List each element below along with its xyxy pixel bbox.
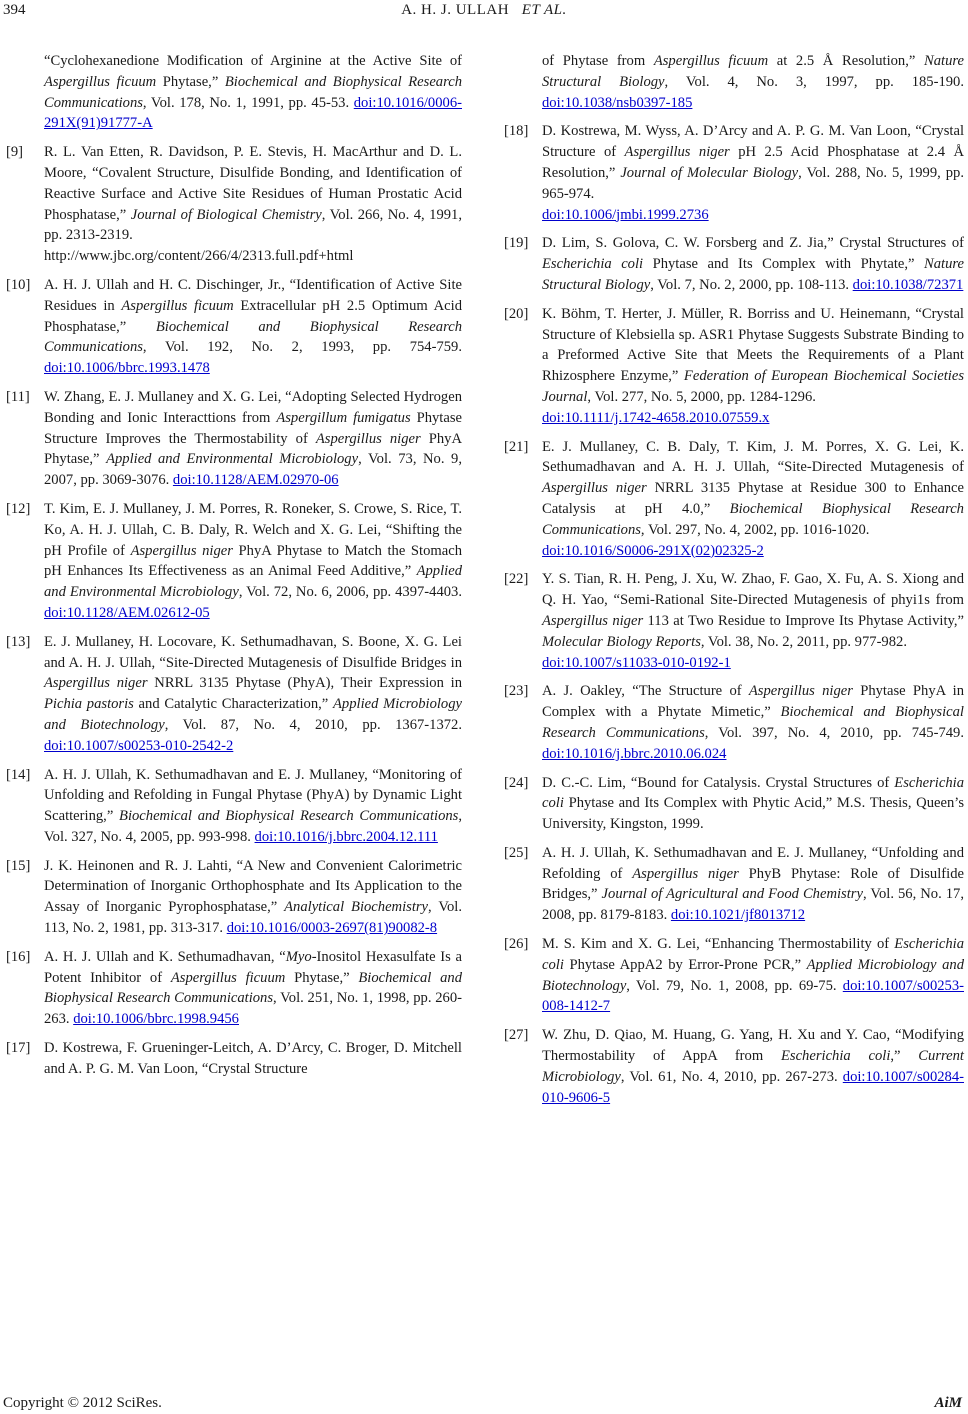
ref-journal: Analytical Biochemistry (284, 899, 429, 916)
ref-text: T. Kim, E. J. Mullaney, J. M. Porres, R. Roneker, S. Crowe, S. Rice, T. Ko, A. H. J. Ullah, C. B. Daly, R. Welch and X. G. Lei, “Shifting the pH Profile of (44, 500, 462, 559)
ref-number: [20] (504, 305, 529, 322)
ref-species: Aspergillus niger (44, 675, 148, 692)
ref-journal: Journal of Agricultural and Food Chemistry (601, 886, 863, 903)
ref-number: [10] (6, 276, 31, 293)
ref-text: Phytase,” (156, 73, 225, 90)
ref-journal: Molecular Biology Reports (542, 633, 701, 650)
doi-link[interactable]: doi:10.1016/0006-291X(91)91777-A (44, 94, 462, 132)
reference-item (6, 142, 462, 267)
ref-species: Aspergillus ficuum (170, 969, 286, 986)
ref-text: , Vol. 192, No. 2, 1993, pp. 754-759. (142, 339, 462, 356)
ref-text: Phytase PhyA in Complex with a Phytate Mimetic,” (542, 683, 964, 721)
ref-number: [19] (504, 235, 529, 252)
ref-text: , Vol. 72, No. 6, 2006, pp. 4397-4403. (238, 584, 463, 601)
ref-text: W. Zhu, D. Qiao, M. Huang, G. Yang, H. Xu and Y. Cao, “Modifying Thermostability of AppA from (542, 1027, 964, 1065)
reference-item (504, 1025, 964, 1108)
running-head (0, 2, 968, 19)
ref-journal: Nature Structural Biology (542, 256, 964, 293)
ref-text: E. J. Mullaney, C. B. Daly, T. Kim, J. M. Porres, X. G. Lei, K. Sethumadhavan and A. H. J. Ullah, “Site-Directed Mutagenesis of (542, 438, 964, 476)
reference-item (6, 499, 462, 624)
ref-text: K. Böhm, T. Herter, J. Müller, R. Borriss and U. Heinemann, “Crystal Structure of Klebsiella sp. ASR1 Phytase Suggests Substrate Binding to a Preformed Active Site that Meets the Requirements of a Plant Rhizosphere Enzyme,” (542, 305, 964, 385)
ref-text: NRRL 3135 Phytase at Residue 300 to Enhance Catalysis at pH 4.0,” (542, 480, 964, 517)
ref-text: , Vol. 397, No. 4, 2010, pp. 745-749. (704, 724, 964, 741)
reference-item (504, 843, 964, 926)
doi-link[interactable]: doi:10.1128/AEM.02970-06 (172, 472, 339, 489)
ref-text: PhyA Phytase to Match the Stomach pH Enhances Its Effectiveness as an Animal Feed Additive,” (44, 542, 462, 580)
doi-link[interactable]: doi:10.1111/j.1742-4658.2010.07559.x (542, 409, 770, 426)
ref-journal: Biochemical and Biophysical Research Communications (44, 318, 462, 356)
ref-text: , Vol. 87, No. 4, 2010, pp. 1367-1372. (164, 716, 462, 733)
ref-text: A. J. Oakley, “The Structure of (542, 683, 749, 700)
ref-species: Escherichia coli (542, 256, 644, 273)
ref-journal: Biochemical Biophysical Research Communications (542, 500, 964, 538)
reference-item (6, 1038, 462, 1080)
ref-number: [15] (6, 857, 31, 874)
ref-text: Phytase and Its Complex with Phytic Acid,” M.S. Thesis, Queen’s University, Kingston, 1999. (542, 795, 964, 833)
ref-text: at 2.5 Å Resolution,” (768, 53, 924, 69)
doi-link[interactable]: doi:10.1007/s11033-010-0192-1 (542, 654, 731, 671)
reference-item (504, 934, 964, 1017)
doi-link[interactable]: doi:10.1128/AEM.02612-05 (44, 604, 210, 621)
ref-species: Aspergillum fumigatus (276, 409, 411, 426)
ref-text: , Vol. 178, No. 1, 1991, pp. 45-53. (142, 94, 354, 111)
doi-link[interactable]: doi:10.1007/s00284-010-9606-5 (542, 1068, 964, 1106)
ref-journal: Applied Microbiology and Biotechnology (44, 696, 462, 733)
ref-text: Phytase,” (285, 969, 359, 986)
ref-species: Escherichia coli (542, 774, 964, 812)
left-column (6, 51, 462, 1088)
doi-link[interactable]: doi:10.1007/s00253-010-2542-2 (44, 737, 234, 754)
ref-text: A. H. J. Ullah, K. Sethumadhavan and E. J. Mullaney, “Monitoring of Unfolding and Refolding in Fungal Phytase (PhyA) by Dynamic Light Scattering,” (44, 766, 462, 825)
reference-item (504, 773, 964, 835)
ref-text: , Vol. 327, No. 4, 2005, pp. 993-998. (44, 808, 462, 845)
doi-link[interactable]: doi:10.1038/72371 (852, 276, 964, 293)
reference-item (504, 121, 964, 225)
ref-number: [12] (6, 500, 31, 517)
ref-species: Aspergillus ficuum (653, 53, 769, 69)
ref-text: , Vol. 297, No. 4, 2002, pp. 1016-1020. (640, 521, 870, 538)
ref-species: Myo (285, 948, 312, 965)
page-header (0, 2, 968, 24)
reference-item (6, 275, 462, 379)
ref-number: [25] (504, 844, 529, 861)
ref-text: , Vol. 79, No. 1, 2008, pp. 69-75. (626, 977, 843, 994)
ref-journal: Journal of Biological Chemistry (130, 206, 322, 223)
ref-journal: Applied and Environmental Microbiology (106, 451, 359, 468)
ref-species: Escherichia coli (780, 1048, 891, 1065)
doi-link[interactable]: doi:10.1016/0003-2697(81)90082-8 (226, 920, 438, 937)
ref-text: A. H. J. Ullah and K. Sethumadhavan, “ (44, 948, 286, 965)
reference-continuation (504, 51, 964, 113)
ref-journal: Biochemical and Biophysical Research Communications (44, 969, 462, 1007)
ref-text: PhyA Phytase,” (44, 430, 462, 468)
ref-text: Phytase and Its Complex with Phytate,” (643, 256, 924, 273)
ref-number: [18] (504, 123, 529, 140)
ref-number: [13] (6, 633, 31, 650)
ref-text: J. K. Heinonen and R. J. Lahti, “A New and Convenient Calorimetric Determination of Inorganic Orthophosphate and Its Application to the Assay of Inorganic Pyrophosphatase,” (44, 857, 462, 916)
ref-text: , Vol. 73, No. 9, 2007, pp. 3069-3076. (44, 451, 462, 489)
ref-journal: Biochemical and Biophysical Research Communications (44, 73, 463, 111)
ref-number: [24] (504, 774, 529, 791)
reference-item (504, 437, 964, 562)
ref-number: [11] (6, 388, 30, 405)
running-head-etal: ET AL. (521, 2, 567, 18)
ref-text: R. L. Van Etten, R. Davidson, P. E. Stevis, H. MacArthur and D. L. Moore, “Covalent Structure, Disulfide Bonding, and Identification of Reactive Surface and Active Site Residues of Human Prostatic Acid Phosphatase,” (44, 144, 462, 223)
ref-number: [22] (504, 571, 529, 588)
ref-journal: Federation of European Biochemical Societies Journal (542, 368, 964, 405)
ref-text: , Vol. 7, No. 2, 2000, pp. 108-113. (650, 276, 853, 293)
ref-text: , Vol. 4, No. 3, 1997, pp. 185-190. (664, 73, 965, 90)
doi-link[interactable]: doi:10.1006/bbrc.1998.9456 (73, 1011, 239, 1028)
reference-item (504, 304, 964, 429)
reference-item (6, 765, 462, 848)
ref-text: -Inositol Hexasulfate Is a Potent Inhibitor of (44, 948, 462, 986)
ref-journal: Biochemical and Biophysical Research Communications (119, 808, 459, 825)
ref-species: Escherichia coli (542, 936, 964, 973)
ref-text: “Cyclohexanedione Modification of Arginine at the Active Site of (44, 53, 462, 69)
ref-text: , Vol. 251, No. 1, 1998, pp. 260-263. (44, 990, 462, 1028)
ref-text: , Vol. 113, No. 2, 1981, pp. 313-317. (44, 899, 462, 937)
ref-text: A. H. J. Ullah, K. Sethumadhavan and E. J. Mullaney, “Unfolding and Refolding of (542, 844, 964, 882)
ref-number: [27] (504, 1027, 529, 1044)
ref-text: PhyB Phytase: Role of Disulfide Bridges,” (542, 865, 964, 903)
ref-text: A. H. J. Ullah and H. C. Dischinger, Jr., “Identification of Active Site Residues in (44, 276, 462, 314)
doi-link[interactable]: doi:10.1016/j.bbrc.2004.12.111 (254, 828, 438, 845)
ref-text: , Vol. 56, No. 17, 2008, pp. 8179-8183. (542, 886, 964, 924)
journal-abbrev: AiM (934, 1395, 962, 1411)
doi-link[interactable]: doi:10.1007/s00253-008-1412-7 (542, 977, 964, 1015)
ref-text: and Catalytic Characterization,” (133, 696, 333, 713)
ref-text: E. J. Mullaney, H. Locovare, K. Sethumadhavan, S. Boone, X. G. Lei and A. H. J. Ullah, “Site-Directed Mutagenesis of Disulfide Bridges in (44, 633, 462, 671)
ref-text: , Vol. 61, No. 4, 2010, pp. 267-273. (620, 1068, 843, 1085)
ref-species: Aspergillus niger (315, 430, 421, 447)
ref-text: W. Zhang, E. J. Mullaney and X. G. Lei, “Adopting Selected Hydrogen Bonding and Ionic Interacttions from (44, 388, 462, 426)
ref-journal: Current Microbiology (542, 1048, 964, 1085)
right-column (504, 51, 964, 1116)
reference-item (6, 387, 462, 491)
ref-number: [9] (6, 144, 24, 161)
reference-item (504, 681, 964, 764)
reference-continuation (6, 51, 462, 134)
ref-species: Aspergillus ficuum (121, 297, 234, 314)
ref-text: Y. S. Tian, R. H. Peng, J. Xu, W. Zhao, F. Gao, X. Fu, A. S. Xiong and Q. H. Yao, “Semi-Rational Site-Directed Mutagenesis of phyi1s from (542, 571, 964, 609)
ref-number: [16] (6, 948, 31, 965)
reference-item (504, 233, 964, 295)
reference-item (6, 856, 462, 939)
ref-species: Pichia pastoris (44, 696, 134, 713)
ref-text: Extracellular pH 2.5 Optimum Acid Phosphatase,” (44, 297, 462, 335)
ref-species: Aspergillus niger (542, 480, 647, 497)
ref-number: [17] (6, 1040, 31, 1057)
doi-link[interactable]: doi:10.1038/nsb0397-185 (542, 94, 693, 111)
ref-number: [23] (504, 683, 529, 700)
ref-species: Aspergillus niger (624, 144, 730, 161)
ref-text: 113 at Two Residue to Improve Its Phytase Activity,” (643, 612, 964, 629)
ref-species: Aspergillus niger (130, 542, 233, 559)
ref-species: Aspergillus ficuum (44, 73, 157, 90)
running-head-authors: A. H. J. ULLAH (401, 2, 510, 18)
reference-item (504, 569, 964, 673)
ref-number: [21] (504, 438, 529, 455)
ref-text: , Vol. 266, No. 4, 1991, pp. 2313-2319. (44, 206, 462, 244)
ref-journal: Journal of Molecular Biology (620, 164, 799, 181)
ref-journal: Applied Microbiology and Biotechnology (542, 956, 964, 994)
doi-link[interactable]: doi:10.1021/jf8013712 (670, 907, 806, 924)
ref-text: M. S. Kim and X. G. Lei, “Enhancing Thermostability of (542, 936, 895, 953)
doi-link[interactable]: doi:10.1016/j.bbrc.2010.06.024 (542, 745, 727, 762)
ref-text: , Vol. 38, No. 2, 2011, pp. 977-982. (700, 633, 907, 650)
ref-species: Aspergillus niger (542, 612, 644, 629)
ref-text: , Vol. 288, No. 5, 1999, pp. 965-974. (542, 164, 964, 202)
ref-url[interactable]: http://www.jbc.org/content/266/4/2313.full.pdf+html (44, 248, 354, 265)
ref-text: Phytase Structure Improves the Thermostability of (44, 409, 462, 447)
ref-text: NRRL 3135 Phytase (PhyA), Their Expression in (147, 675, 462, 692)
ref-text: pH 2.5 Acid Phosphatase at 2.4 Å Resolution,” (542, 144, 964, 181)
ref-text: ,” (890, 1048, 919, 1065)
ref-journal: Nature Structural Biology (542, 53, 964, 90)
ref-text: Phytase AppA2 by Error-Prone PCR,” (563, 956, 807, 973)
ref-species: Aspergillus niger (748, 683, 853, 700)
ref-text: , Vol. 277, No. 5, 2000, pp. 1284-1296. (587, 388, 816, 405)
ref-text: D. Lim, S. Golova, C. W. Forsberg and Z. Jia,” Crystal Structures of (542, 235, 964, 252)
reference-item (6, 632, 462, 757)
ref-text: D. Kostrewa, F. Grueninger-Leitch, A. D’Arcy, C. Broger, D. Mitchell and A. P. G. M. Van Loon, “Crystal Structure (44, 1040, 462, 1077)
reference-item (6, 947, 462, 1030)
ref-journal: Biochemical and Biophysical Research Communications (542, 704, 964, 741)
copyright-text: Copyright © 2012 SciRes. (3, 1395, 162, 1411)
doi-link[interactable]: doi:10.1006/bbrc.1993.1478 (44, 360, 210, 377)
ref-journal: Applied and Environmental Microbiology (44, 563, 462, 601)
ref-text: D. Kostrewa, M. Wyss, A. D’Arcy and A. P. G. M. Van Loon, “Crystal Structure of (542, 123, 964, 161)
ref-text: of Phytase from (542, 53, 654, 69)
ref-species: Aspergillus niger (632, 865, 739, 882)
doi-link[interactable]: doi:10.1016/S0006-291X(02)02325-2 (542, 542, 764, 559)
ref-text: D. C.-C. Lim, “Bound for Catalysis. Crystal Structures of (542, 774, 895, 791)
doi-link[interactable]: doi:10.1006/jmbi.1999.2736 (542, 206, 709, 223)
ref-number: [14] (6, 766, 31, 783)
ref-number: [26] (504, 936, 529, 953)
page-number: 394 (3, 2, 26, 18)
